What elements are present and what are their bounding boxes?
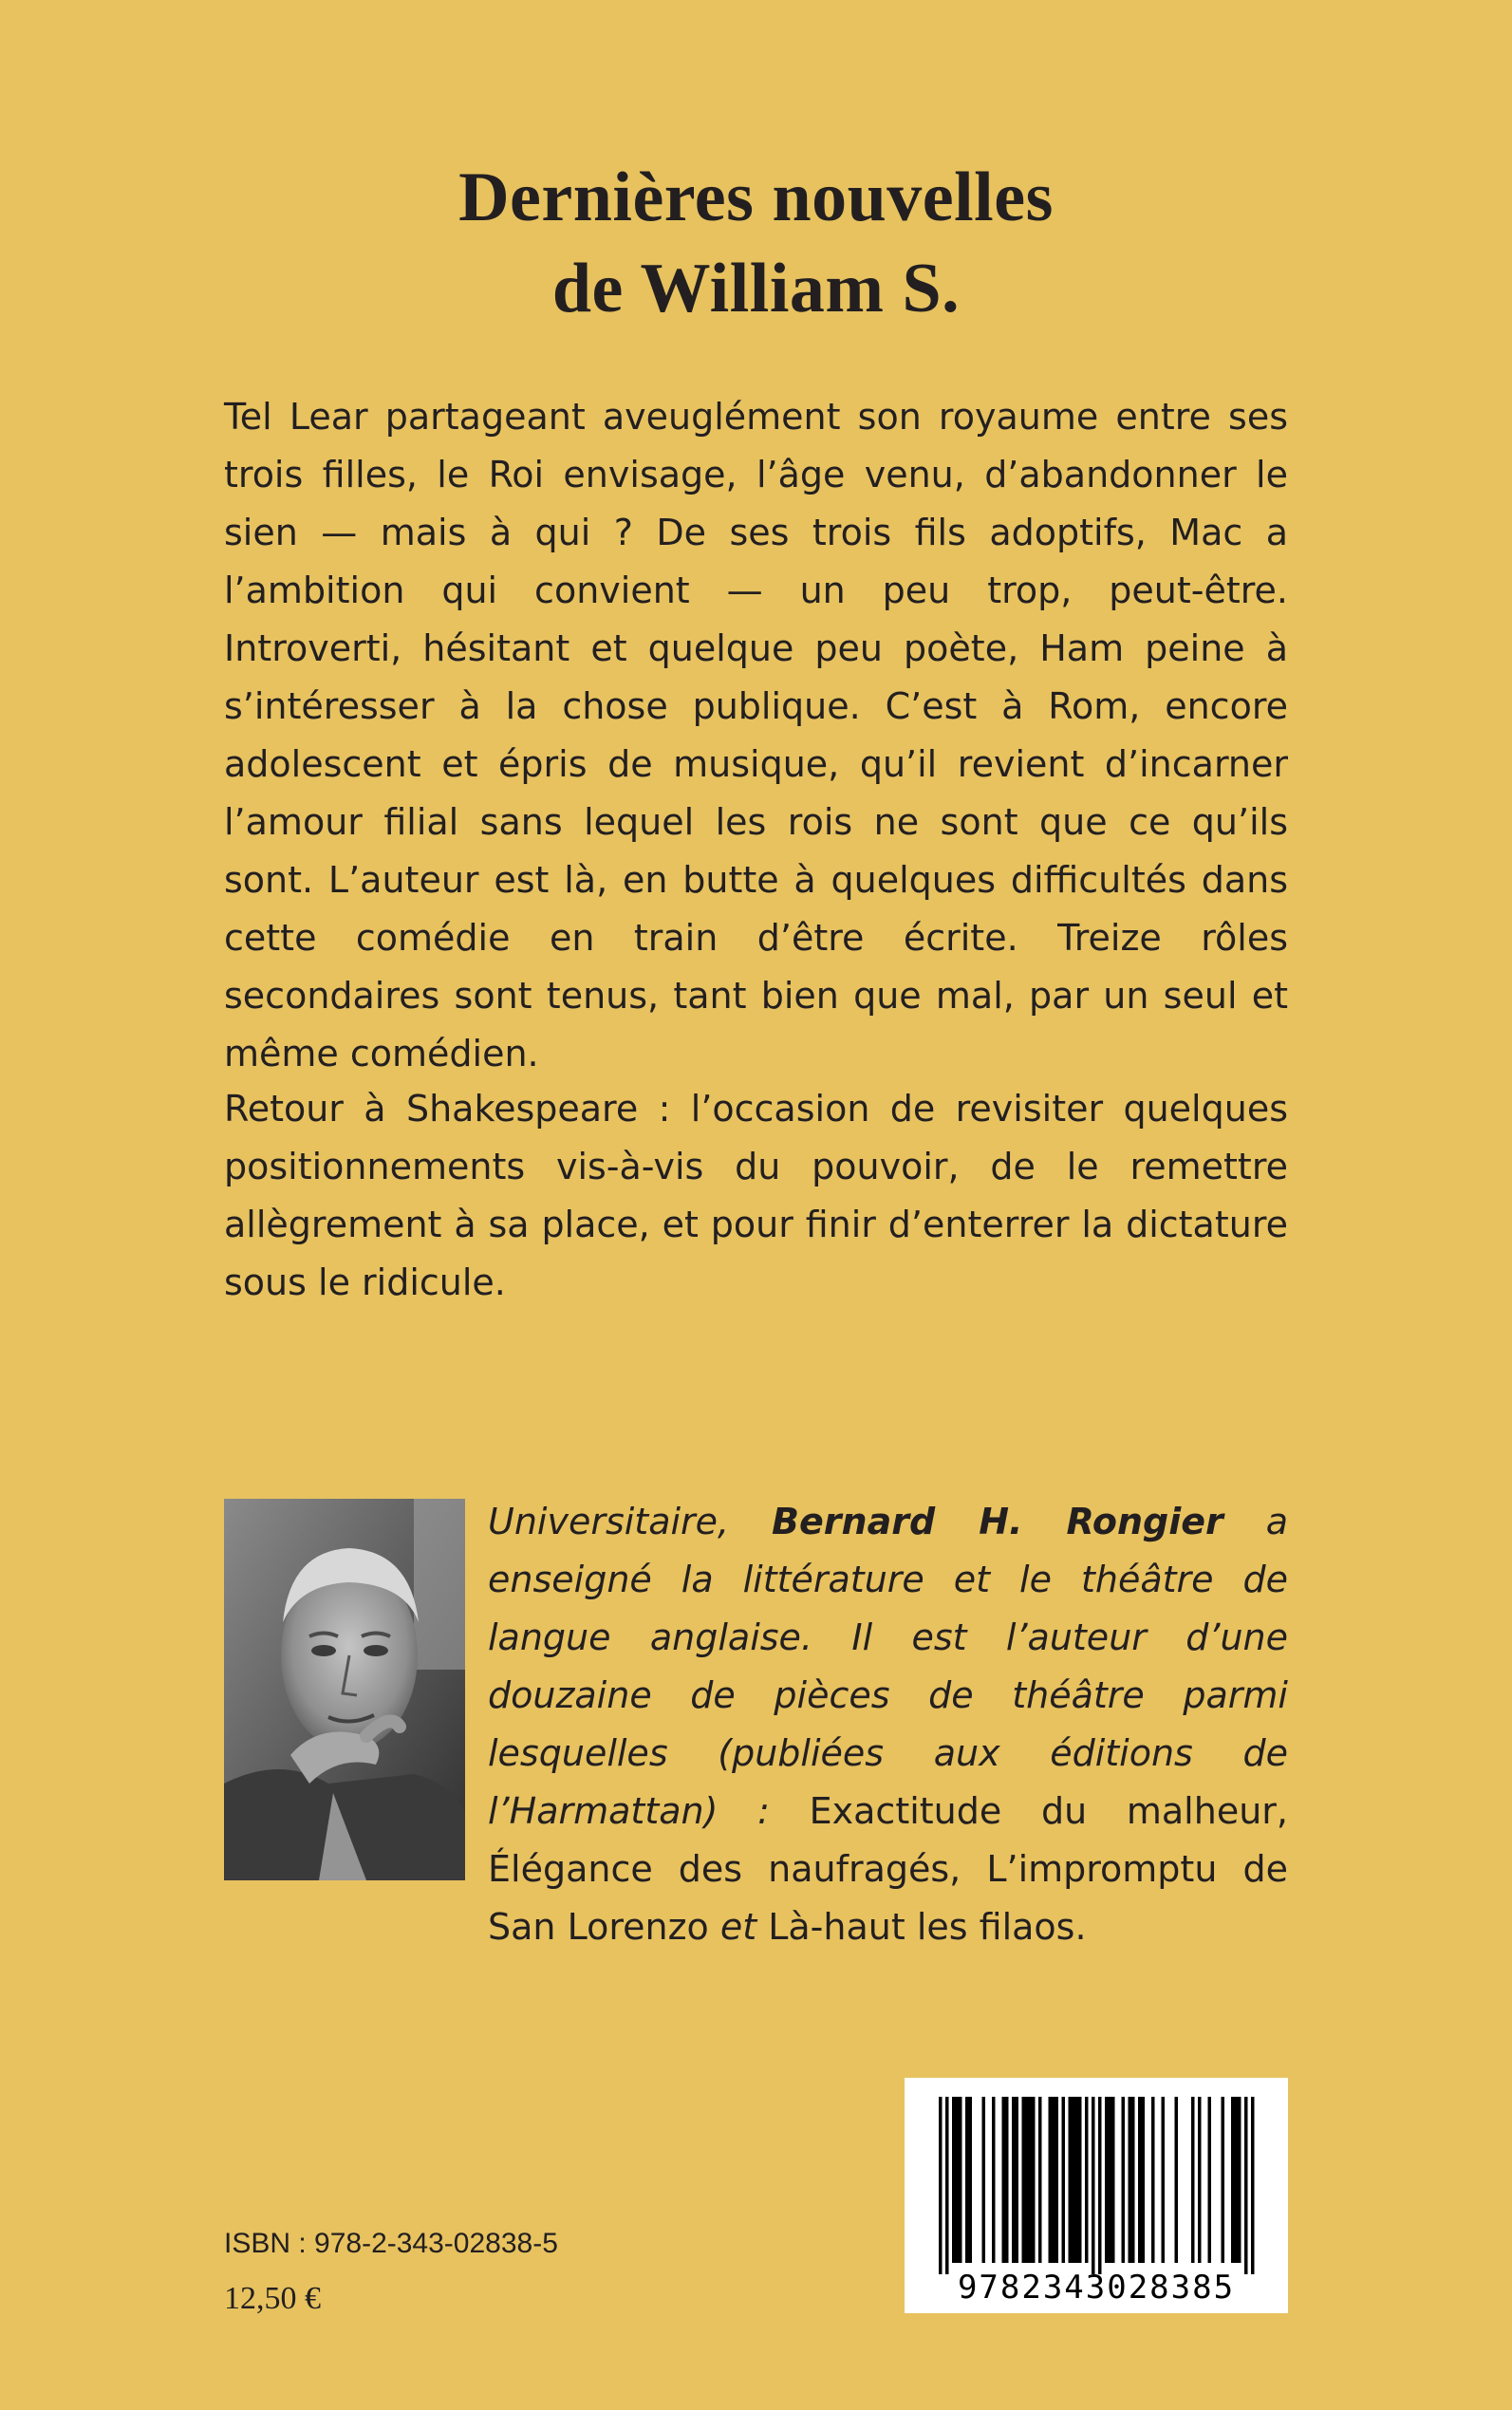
barcode-bar bbox=[1151, 2097, 1155, 2263]
book-title bbox=[0, 152, 1512, 334]
bio-separator-2: , bbox=[949, 1848, 987, 1890]
barcode-bar bbox=[1069, 2097, 1073, 2263]
barcode-bar bbox=[1244, 2097, 1248, 2274]
barcode-bar bbox=[1062, 2097, 1066, 2263]
barcode-digits: 9782343028385 bbox=[957, 2269, 1236, 2307]
barcode-bar bbox=[1016, 2097, 1019, 2263]
barcode-bar bbox=[1208, 2097, 1212, 2263]
barcode-bar bbox=[1049, 2097, 1053, 2263]
bio-end: . bbox=[1074, 1906, 1087, 1948]
barcode-bar bbox=[982, 2097, 986, 2263]
barcode-bar bbox=[1138, 2097, 1142, 2263]
barcode-bar bbox=[1238, 2097, 1241, 2263]
barcode-bar bbox=[939, 2097, 943, 2274]
barcode bbox=[905, 2078, 1288, 2313]
barcode-bar bbox=[1025, 2097, 1029, 2263]
barcode-bar bbox=[1231, 2097, 1235, 2263]
barcode-bar bbox=[956, 2097, 960, 2263]
barcode-bar bbox=[1251, 2097, 1255, 2274]
author-photo bbox=[224, 1499, 465, 1880]
barcode-bar bbox=[1122, 2097, 1126, 2263]
barcode-bar bbox=[1092, 2097, 1095, 2274]
barcode-bar bbox=[1198, 2097, 1202, 2263]
barcode-bar bbox=[1142, 2097, 1146, 2263]
barcode-bar bbox=[1191, 2097, 1195, 2263]
barcode-bar bbox=[1022, 2097, 1026, 2263]
bio-conjunction: et bbox=[708, 1906, 769, 1948]
barcode-bar bbox=[959, 2097, 962, 2263]
barcode-bar bbox=[1005, 2097, 1009, 2263]
work-title-4: Là-haut les filaos bbox=[768, 1906, 1075, 1948]
barcode-bar bbox=[1111, 2097, 1115, 2263]
barcode-bar bbox=[1002, 2097, 1006, 2263]
barcode-bar bbox=[952, 2097, 956, 2263]
barcode-bar bbox=[1129, 2097, 1132, 2263]
barcode-bar bbox=[1098, 2097, 1102, 2274]
barcode-graphic bbox=[905, 2078, 1288, 2313]
barcode-bar bbox=[1012, 2097, 1016, 2263]
barcode-bar bbox=[992, 2097, 996, 2263]
barcode-bar bbox=[1109, 2097, 1112, 2263]
barcode-bar bbox=[965, 2097, 969, 2263]
author-name: Bernard H. Rongier bbox=[772, 1501, 1223, 1542]
barcode-bar bbox=[1055, 2097, 1059, 2263]
barcode-bar bbox=[1162, 2097, 1166, 2263]
barcode-bar bbox=[1078, 2097, 1082, 2263]
barcode-bar bbox=[1075, 2097, 1079, 2263]
barcode-bar bbox=[1029, 2097, 1033, 2263]
work-title-2: Élégance des naufragés bbox=[488, 1848, 950, 1890]
work-title-3: L’impromptu de San Lorenzo bbox=[488, 1848, 1288, 1948]
bio-intro: Universitaire, bbox=[488, 1501, 773, 1542]
barcode-bar bbox=[1222, 2097, 1225, 2263]
work-title-1: Exactitude du malheur bbox=[809, 1790, 1277, 1832]
barcode-bar bbox=[945, 2097, 949, 2274]
bio-description: a enseigné la littérature et le théâtre de langue anglaise. Il est l’auteur d’une douzaine de pièces de théâtre parmi lesquelles (publiées aux éditions de l’Harmattan) : bbox=[488, 1501, 1288, 1832]
book-title-line-2: de William S. bbox=[551, 250, 961, 327]
commentary-paragraph: Retour à Shakespeare : l’occasion de revisiter quelques positionnements vis-à-vis du pouvoir, de le remettre allègrement à sa place, et pour finir d’enterrer la dictature sous le ridicule. bbox=[224, 1088, 1288, 1303]
barcode-bar bbox=[1052, 2097, 1055, 2263]
barcode-bar bbox=[1072, 2097, 1075, 2263]
barcode-bar bbox=[1032, 2097, 1036, 2263]
barcode-bar bbox=[1175, 2097, 1179, 2263]
author-bio bbox=[488, 1493, 1288, 1956]
book-title-line-1: Dernières nouvelles bbox=[458, 159, 1054, 236]
barcode-bar bbox=[1235, 2097, 1239, 2263]
barcode-bar bbox=[1085, 2097, 1089, 2263]
barcode-bar bbox=[1038, 2097, 1042, 2263]
isbn: ISBN : 978-2-343-02838-5 bbox=[224, 2228, 558, 2259]
barcode-bar bbox=[1131, 2097, 1135, 2263]
synopsis-paragraph: Tel Lear partageant aveuglément son royaume entre ses trois filles, le Roi envisage, l’âge venu, d’abandonner le sien — mais à qui ? De ses trois fils adoptifs, Mac a l’ambition qui convient — un peu trop, peut-être. Introverti, hésitant et quelque peu poète, Ham peine à s’intéresser à la chose publique. C’est à Rom, encore adolescent et épris de musique, qu’il revient d’incarner l’amour filial sans lequel les rois ne sont que ce qu’ils sont. L’auteur est là, en butte à quelques difficultés dans cette comédie en train d’être écrite. Treize rôles secondaires sont tenus, tant bien que mal, par un seul et même comédien. bbox=[224, 396, 1288, 1074]
price: 12,50 € bbox=[224, 2281, 321, 2316]
barcode-bar bbox=[1105, 2097, 1109, 2263]
bio-separator-1: , bbox=[1276, 1790, 1288, 1832]
barcode-bar bbox=[969, 2097, 973, 2263]
